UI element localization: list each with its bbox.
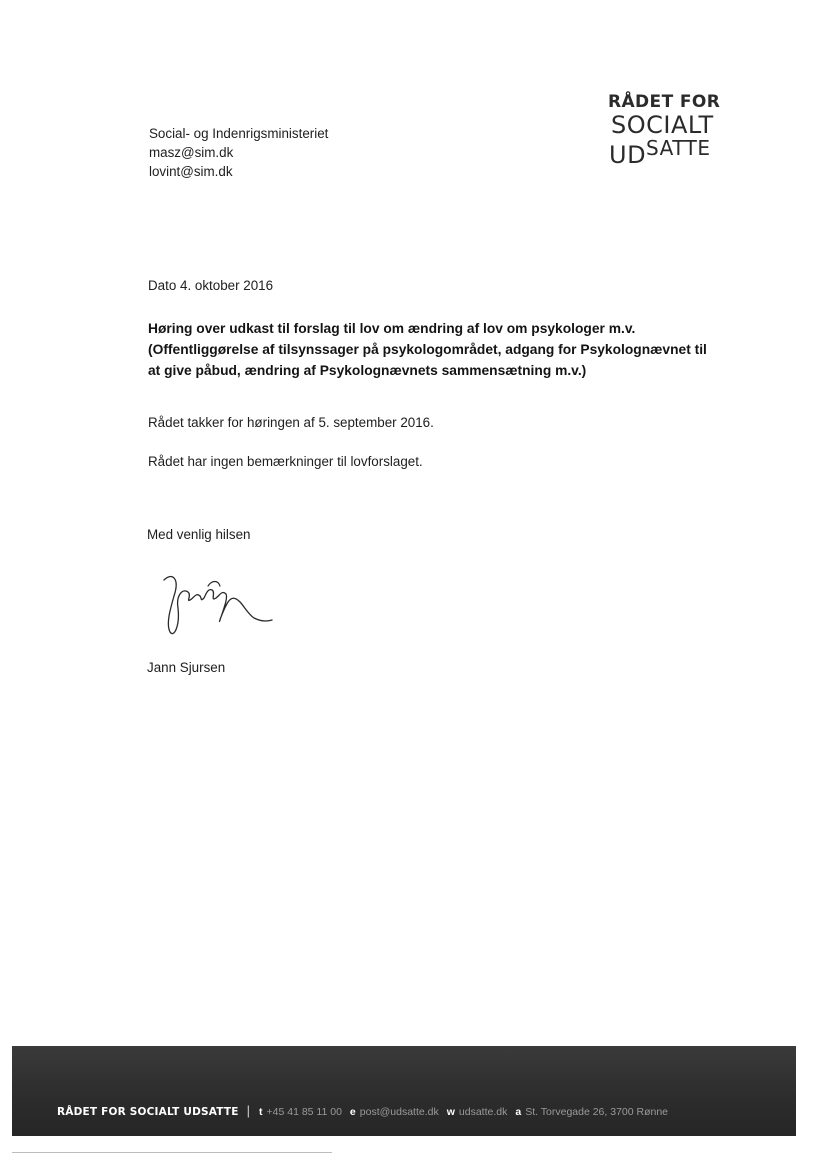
letter-subject xyxy=(148,318,758,381)
logo-line-2: SOCIALT xyxy=(611,111,714,139)
footer-email-key: e xyxy=(349,1106,356,1118)
closing-salutation: Med venlig hilsen xyxy=(147,527,251,542)
organization-logo xyxy=(608,92,738,169)
subject-line-3: at give påbud, ændring af Psykolognævnets sammensætning m.v.) xyxy=(148,363,587,378)
footer-address-key: a xyxy=(515,1106,522,1118)
recipient-name: Social- og Indenrigsministeriet xyxy=(149,126,329,141)
footer-phone-key: t xyxy=(259,1106,263,1118)
footer-web: udsatte.dk xyxy=(458,1106,508,1118)
signer-name: Jann Sjursen xyxy=(147,660,226,675)
footer-email: post@udsatte.dk xyxy=(359,1106,439,1118)
logo-line-3 xyxy=(609,136,738,169)
body-paragraph-1: Rådet takker for høringen af 5. september 2016. xyxy=(148,415,434,430)
logo-line-3-part-1: UD xyxy=(609,141,647,169)
body-paragraph-2: Rådet har ingen bemærkninger til lovforslaget. xyxy=(148,454,423,469)
logo-line-3-part-2: SATTE xyxy=(646,136,711,160)
footer-phone: +45 41 85 11 00 xyxy=(266,1106,342,1118)
footer-organization-name: RÅDET FOR SOCIALT UDSATTE xyxy=(57,1106,239,1118)
footer-contact-line xyxy=(57,1103,676,1118)
subject-line-1: Høring over udkast til forslag til lov om ændring af lov om psykologer m.v. xyxy=(148,321,636,336)
footer-divider-line xyxy=(12,1152,332,1153)
footer-separator: | xyxy=(246,1103,250,1118)
recipient-email-1: masz@sim.dk xyxy=(149,145,234,160)
handwritten-signature xyxy=(150,568,280,640)
logo-line-1: RÅDET FOR xyxy=(608,92,721,112)
footer-web-key: w xyxy=(446,1106,455,1118)
footer-address: St. Torvegade 26, 3700 Rønne xyxy=(525,1106,669,1118)
subject-line-2: (Offentliggørelse af tilsynssager på psykologområdet, adgang for Psykolognævnet til xyxy=(148,342,707,357)
recipient-email-2: lovint@sim.dk xyxy=(149,164,233,179)
footer-band xyxy=(12,1046,796,1136)
recipient-address-block xyxy=(149,124,328,181)
letter-date: Dato 4. oktober 2016 xyxy=(148,278,274,293)
